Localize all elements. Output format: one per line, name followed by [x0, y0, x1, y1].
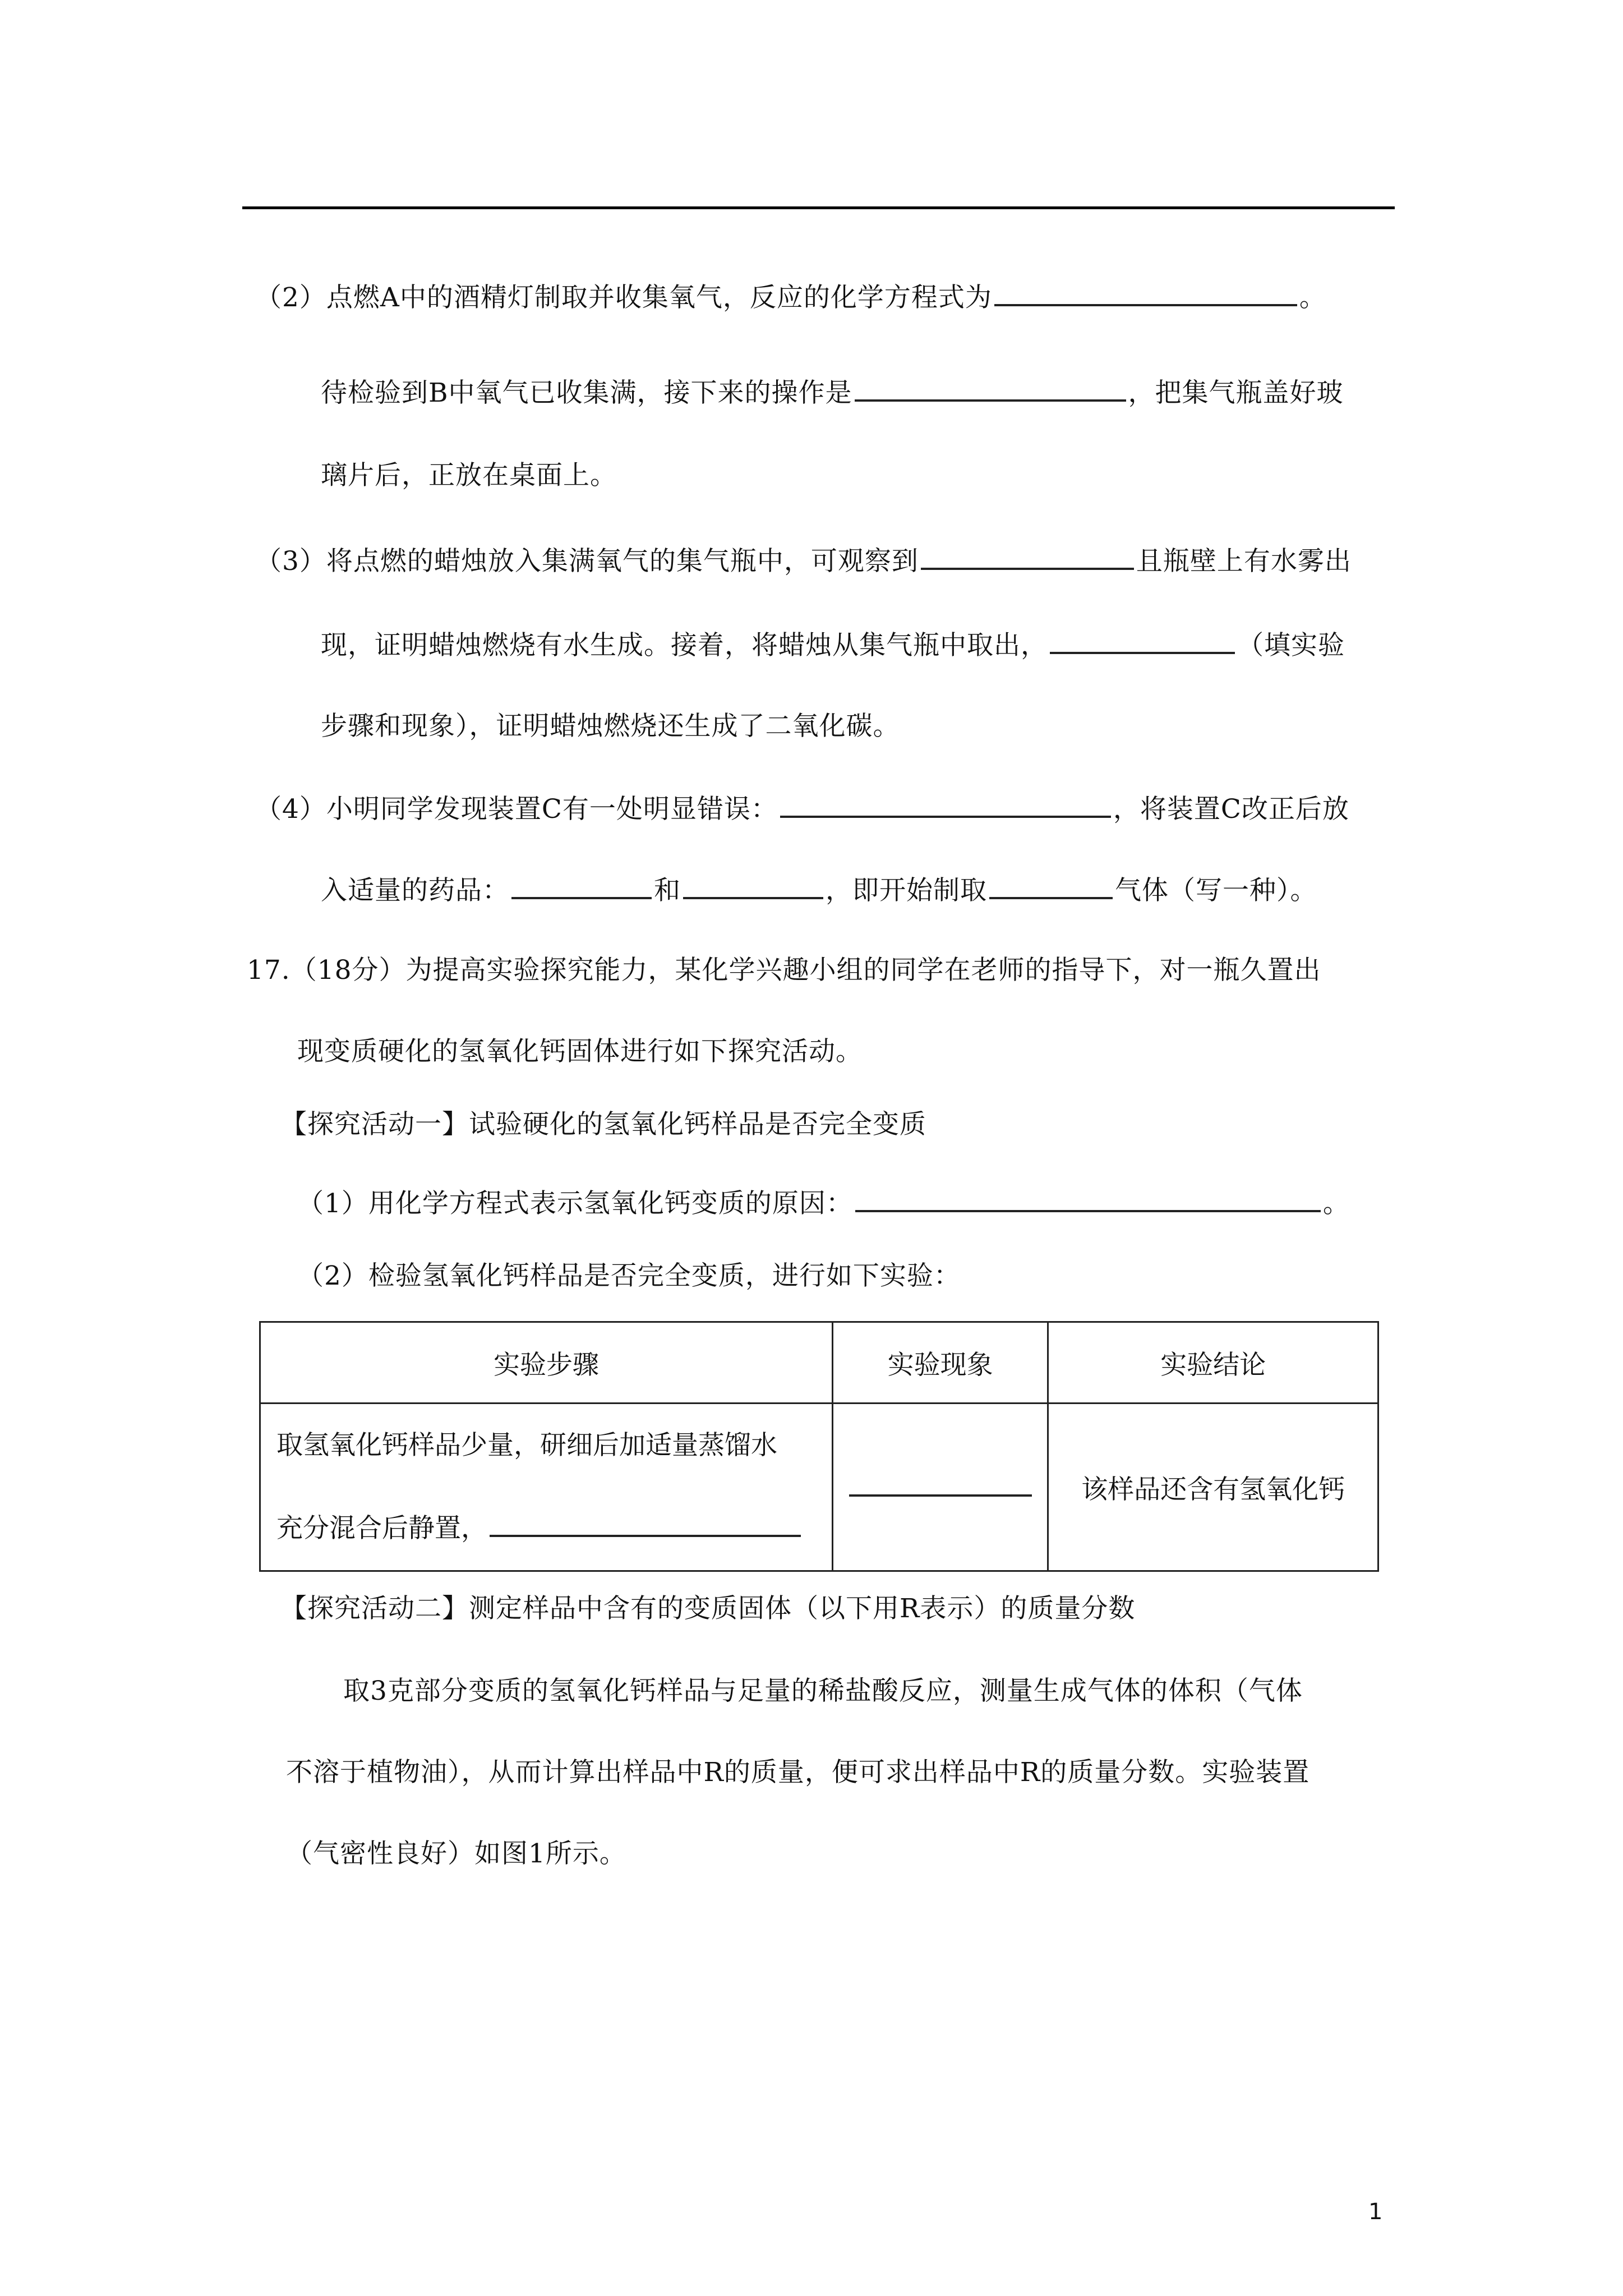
q4-line1-text: （4）小明同学发现装置C有一处明显错误：: [255, 794, 778, 825]
experiment-table: [259, 1321, 1379, 1572]
table-cell-conclusion: 该样品还含有氢氧化钙: [1048, 1404, 1378, 1571]
table-row: [260, 1404, 1378, 1571]
q17-line1: 17.（18分）为提高实验探究能力，某化学兴趣小组的同学在老师的指导下，对一瓶久置出: [247, 955, 1321, 986]
answer-blank[interactable]: [511, 872, 652, 899]
q4-line2-text: 入适量的药品：: [321, 875, 509, 906]
answer-blank[interactable]: [989, 872, 1113, 899]
answer-blank[interactable]: [849, 1478, 1032, 1497]
answer-blank[interactable]: [683, 872, 823, 899]
page-number: 1: [1368, 2199, 1383, 2225]
q4-line2-end: 气体（写一种）。: [1115, 875, 1317, 906]
answer-blank[interactable]: [921, 543, 1134, 570]
q2-line2-end: ，把集气瓶盖好玻: [1128, 378, 1344, 408]
q2-line2-text: 待检验到B中氧气已收集满，接下来的操作是: [321, 378, 852, 408]
answer-blank[interactable]: [855, 1185, 1321, 1212]
q2-line2: [321, 375, 1344, 410]
q4-line1: [255, 791, 1349, 826]
q4-line2-mid: ，即开始制取: [826, 875, 987, 906]
table-header-cell: 实验现象: [832, 1322, 1048, 1404]
para-line3: （气密性良好）如图1所示。: [286, 1838, 626, 1869]
table-header-cell: 实验结论: [1048, 1322, 1378, 1404]
table-cell-observation: [832, 1404, 1048, 1571]
answer-blank[interactable]: [490, 1510, 801, 1537]
answer-blank[interactable]: [780, 791, 1111, 818]
q3-line2-text: 现，证明蜡烛燃烧有水生成。接着，将蜡烛从集气瓶中取出，: [321, 630, 1048, 661]
step-text-line1: 取氢氧化钙样品少量，研细后加适量蒸馏水: [276, 1430, 777, 1461]
header-rule: [242, 206, 1395, 209]
q3-line1: [255, 543, 1352, 578]
q2-line1: [255, 279, 1326, 315]
step-text-line2: [276, 1487, 832, 1570]
para-line1: 取3克部分变质的氢氧化钙样品与足量的稀盐酸反应，测量生成气体的体积（气体: [343, 1676, 1303, 1706]
table-header-cell: 实验步骤: [260, 1322, 833, 1404]
q2-line1-end: 。: [1299, 282, 1326, 313]
q3-line2-end: （填实验: [1237, 630, 1345, 661]
table-cell-step: [260, 1404, 833, 1571]
q4-line2: [321, 872, 1317, 908]
q3-line2: [321, 627, 1345, 662]
q17-sub1-end: 。: [1322, 1188, 1350, 1219]
q3-line1-end: 且瓶壁上有水雾出: [1136, 546, 1352, 577]
q17-sub1-text: （1）用化学方程式表示氢氧化钙变质的原因：: [297, 1188, 853, 1219]
q4-line1-end: ，将装置C改正后放: [1113, 794, 1349, 825]
q4-line2-and: 和: [654, 875, 681, 906]
activity1-title: 【探究活动一】试验硬化的氢氧化钙样品是否完全变质: [280, 1109, 926, 1140]
answer-blank[interactable]: [1050, 627, 1235, 654]
answer-blank[interactable]: [855, 375, 1126, 402]
q3-line1-text: （3）将点燃的蜡烛放入集满氧气的集气瓶中，可观察到: [255, 546, 919, 577]
q17-sub1: [297, 1185, 1350, 1221]
q3-line3: 步骤和现象），证明蜡烛燃烧还生成了二氧化碳。: [321, 711, 900, 742]
activity2-title: 【探究活动二】测定样品中含有的变质固体（以下用R表示）的质量分数: [280, 1593, 1136, 1624]
step-text-line2-label: 充分混合后静置，: [276, 1513, 487, 1544]
q2-line1-text: （2）点燃A中的酒精灯制取并收集氧气，反应的化学方程式为: [255, 282, 992, 313]
q2-line3: 璃片后，正放在桌面上。: [321, 460, 617, 491]
q17-sub2: （2）检验氢氧化钙样品是否完全变质，进行如下实验：: [297, 1260, 961, 1291]
table-header-row: [260, 1322, 1378, 1404]
para-line2: 不溶于植物油），从而计算出样品中R的质量，便可求出样品中R的质量分数。实验装置: [286, 1757, 1310, 1788]
answer-blank[interactable]: [994, 279, 1297, 306]
q17-line2: 现变质硬化的氢氧化钙固体进行如下探究活动。: [297, 1036, 863, 1067]
